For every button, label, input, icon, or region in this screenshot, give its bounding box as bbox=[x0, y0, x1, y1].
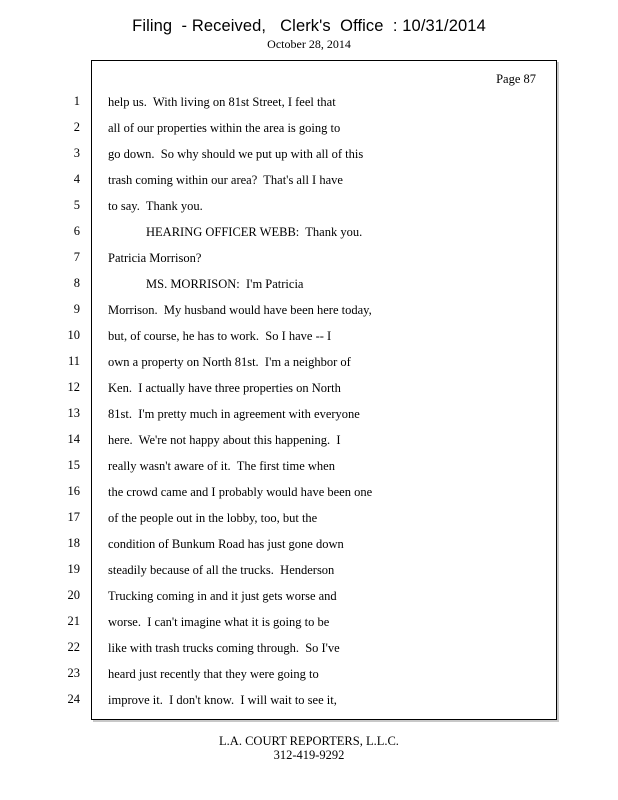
line-number: 7 bbox=[73, 250, 80, 264]
page-number: Page 87 bbox=[496, 72, 536, 86]
transcript-line: Patricia Morrison? bbox=[108, 251, 202, 265]
line-number: 10 bbox=[67, 328, 80, 342]
transcript-line: heard just recently that they were going to bbox=[108, 667, 319, 681]
court-reporter-phone: 312-419-9292 bbox=[273, 748, 345, 762]
line-number: 19 bbox=[67, 562, 80, 576]
transcript-line: all of our properties within the area is going to bbox=[108, 121, 341, 135]
transcript-line: trash coming within our area? That's all I have bbox=[108, 173, 343, 187]
transcript-line: condition of Bunkum Road has just gone down bbox=[108, 537, 344, 551]
transcript-line: go down. So why should we put up with all of this bbox=[108, 147, 364, 161]
transcript-line: worse. I can't imagine what it is going to be bbox=[108, 615, 330, 629]
transcript-line: improve it. I don't know. I will wait to see it, bbox=[108, 693, 337, 707]
line-number: 23 bbox=[67, 666, 80, 680]
transcript-line: own a property on North 81st. I'm a neighbor of bbox=[108, 355, 351, 369]
line-number: 3 bbox=[73, 146, 80, 160]
line-number: 11 bbox=[67, 354, 80, 368]
line-number: 13 bbox=[67, 406, 80, 420]
line-number: 6 bbox=[73, 224, 80, 238]
transcript-line: really wasn't aware of it. The first time when bbox=[108, 459, 335, 473]
line-number: 22 bbox=[67, 640, 80, 654]
transcript-page bbox=[91, 60, 557, 720]
line-number: 12 bbox=[67, 380, 80, 394]
line-number: 17 bbox=[67, 510, 80, 524]
transcript-line: Trucking coming in and it just gets worse and bbox=[108, 589, 337, 603]
transcript-line: to say. Thank you. bbox=[108, 199, 203, 213]
transcript-line: here. We're not happy about this happening. I bbox=[108, 433, 341, 447]
line-number: 21 bbox=[67, 614, 80, 628]
transcript-line: HEARING OFFICER WEBB: Thank you. bbox=[146, 225, 363, 239]
transcript-line: but, of course, he has to work. So I have -- I bbox=[108, 329, 332, 343]
line-number: 2 bbox=[73, 120, 80, 134]
transcript-line: the crowd came and I probably would have been one bbox=[108, 485, 373, 499]
line-number: 24 bbox=[67, 692, 80, 706]
line-number: 1 bbox=[73, 94, 80, 108]
hearing-date: October 28, 2014 bbox=[267, 37, 351, 51]
transcript-line: of the people out in the lobby, too, but the bbox=[108, 511, 318, 525]
transcript-line: 81st. I'm pretty much in agreement with everyone bbox=[108, 407, 360, 421]
transcript-line: like with trash trucks coming through. So I've bbox=[108, 641, 340, 655]
line-number: 14 bbox=[67, 432, 80, 446]
line-number: 18 bbox=[67, 536, 80, 550]
line-number: 15 bbox=[67, 458, 80, 472]
line-number: 16 bbox=[67, 484, 80, 498]
transcript-line: help us. With living on 81st Street, I feel that bbox=[108, 95, 336, 109]
line-number: 4 bbox=[73, 172, 80, 186]
transcript-line: Ken. I actually have three properties on North bbox=[108, 381, 341, 395]
transcript-line: steadily because of all the trucks. Henderson bbox=[108, 563, 335, 577]
transcript-line: MS. MORRISON: I'm Patricia bbox=[146, 277, 304, 291]
line-number: 9 bbox=[73, 302, 80, 316]
court-reporter-name: L.A. COURT REPORTERS, L.L.C. bbox=[219, 734, 399, 748]
line-number: 20 bbox=[67, 588, 80, 602]
line-number: 5 bbox=[73, 198, 80, 212]
filing-stamp-header: Filing - Received, Clerk's Office : 10/31/2014 bbox=[132, 17, 486, 35]
line-number: 8 bbox=[73, 276, 80, 290]
transcript-line: Morrison. My husband would have been here today, bbox=[108, 303, 372, 317]
